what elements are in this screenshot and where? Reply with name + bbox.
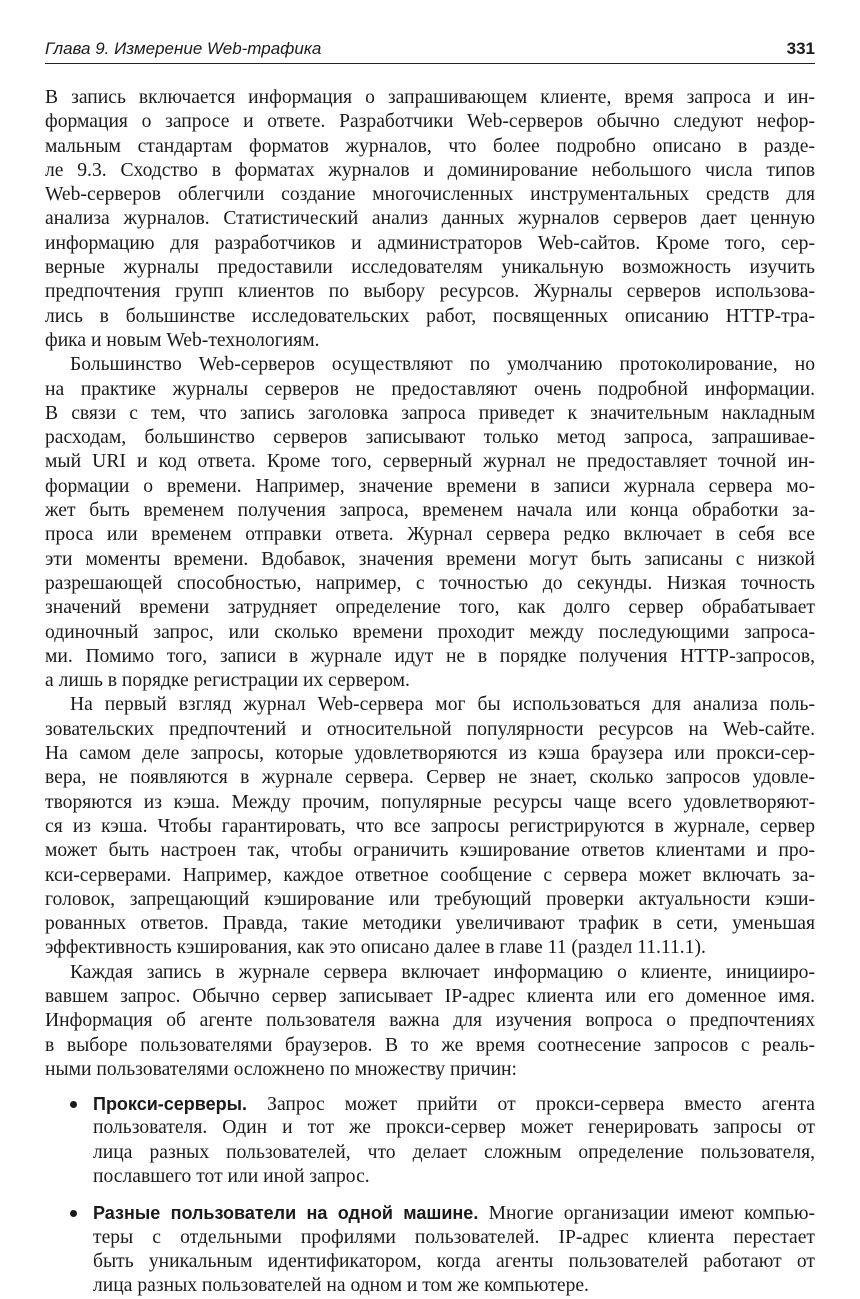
bullet-first-text: Многие организации имеют компью- [488,1203,815,1225]
text-line: фика и новым Web-технологиям. [45,329,320,351]
text-line: На самом деле запросы, которые удовлетворяются из кэша браузера или прокси-сер- [45,743,815,765]
text-line: Информация об агенте пользователя важна для изучения вопроса о предпочтениях [45,1010,815,1032]
text-line: мальным стандартам форматов журналов, что более подробно описано в разде- [45,135,815,157]
text-line: ными пользователями осложнено по множеству причин: [45,1058,517,1080]
text-line: Web-серверов облегчили создание многочисленных инструментальных средств для [45,184,815,206]
paragraph-4 [45,961,815,1082]
text-line: формация о запросе и ответе. Разработчики Web-серверов обычно следуют нефор- [45,111,815,133]
text-line: лись в большинстве исследовательских работ, посвященных описанию HTTP-тра- [45,305,815,327]
chapter-title: Глава 9. Измерение Web-трафика [45,39,322,58]
text-line: В связи с тем, что запись заголовка запроса приведет к значительным накладным [45,402,815,424]
bullet-item [45,1201,815,1298]
text-line: в выборе пользователями браузеров. В то же время соотнесение запросов с реаль- [45,1034,815,1056]
bullet-first-text: Запрос может прийти от прокси-сервера вместо агента [267,1094,815,1116]
text-line: значений времени затрудняет определение того, как долго сервер обрабатывает [45,597,815,619]
paragraph-1 [45,86,815,353]
text-line: теры с отдельными профилями пользователей. IP-адрес клиента перестает [93,1226,815,1248]
text-line: вера, не появляются в журнале сервера. Сервер не знает, сколько запросов удовле- [45,767,815,789]
text-line: верные журналы предоставили исследователям уникальную возможность изучить [45,257,815,279]
text-line: творяются из кэша. Между прочим, популярные ресурсы чаще всего удовлетворяют- [45,791,815,813]
text-line: разрешающей способностью, например, с точностью до секунды. Низкая точность [45,572,815,594]
text-line: предпочтения групп клиентов по выбору ресурсов. Журналы серверов использова- [45,281,815,303]
text-line: мый URI и код ответа. Кроме того, серверный журнал не предоставляет точной ин- [45,451,815,473]
text-line: эффективность кэширования, как это описано далее в главе 11 (раздел 11.11.1). [45,937,706,959]
text-line: проса или временем отправки ответа. Журнал сервера редко включает в себя все [45,524,815,546]
text-line: Каждая запись в журнале сервера включает информацию о клиенте, иницииро- [70,961,815,983]
text-line [45,1092,815,1116]
running-header [45,37,815,64]
text-line: может быть настроен так, чтобы ограничить кэширование ответов клиентами и про- [45,840,815,862]
text-line: эти моменты времени. Вдобавок, значения времени могут быть записаны с низкой [45,548,815,570]
text-line: на практике журналы серверов не предоставляют очень подробной информации. [45,378,815,400]
text-line: вавшем запрос. Обычно сервер записывает IP-адрес клиента или его доменное имя. [45,985,815,1007]
bullet-label: Разные пользователи на одной машине. [93,1203,479,1224]
text-line: ле 9.3. Сходство в форматах журналов и доминирование небольшого числа типов [45,159,815,181]
text-line: зовательских предпочтений и относительной популярности ресурсов на Web-сайте. [45,718,815,740]
text-line: а лишь в порядке регистрации их сервером. [45,670,410,692]
text-line: одиночный запрос, или сколько времени проходит между последующими запроса- [45,621,815,643]
text-line: лица разных пользователей на одном и том же компьютере. [93,1275,589,1297]
text-line: лица разных пользователей, что делает сложным определение пользователя, [93,1141,815,1163]
text-line: расходам, большинство серверов записывают только метод запроса, запрашивае- [45,427,815,449]
bullet-item [45,1092,815,1189]
page-body [45,86,815,1299]
text-line: пользователя. Один и тот же прокси-сервер может генерировать запросы от [93,1117,815,1139]
text-line: ся из кэша. Чтобы гарантировать, что все запросы регистрируются в журнале, сервер [45,815,815,837]
text-line: информацию для разработчиков и администраторов Web-сайтов. Кроме того, сер- [45,232,815,254]
text-line: быть уникальным идентификатором, когда агенты пользователей работают от [93,1250,815,1272]
text-line: формации о времени. Например, значение времени в записи журнала сервера мо- [45,475,815,497]
text-line: Большинство Web-серверов осуществляют по умолчанию протоколирование, но [70,354,815,376]
text-line: ми. Помимо того, записи в журнале идут не в порядке получения HTTP-запросов, [45,645,815,667]
bullet-label: Прокси-серверы. [93,1094,247,1115]
text-line: В запись включается информация о запрашивающем клиенте, время запроса и ин- [45,87,815,108]
text-line: На первый взгляд журнал Web-сервера мог бы использоваться для анализа поль- [70,694,815,716]
paragraph-2 [45,353,815,693]
paragraph-3 [45,693,815,960]
text-line: пославшего тот или иной запрос. [93,1166,370,1188]
bullet-list [45,1092,815,1298]
text-line [45,1201,815,1225]
text-line: кси-серверами. Например, каждое ответное сообщение с сервера может включать за- [45,864,815,886]
text-line: рованных ответов. Правда, такие методики увеличивают трафик в сети, уменьшая [45,913,815,935]
text-line: анализа журналов. Статистический анализ данных журналов серверов дает ценную [45,208,815,230]
page-number: 331 [786,39,815,58]
text-line: головок, запрещающий кэширование или требующий проверки актуальности кэши- [45,888,815,910]
text-line: жет быть временем получения запроса, временем начала или конца обработки за- [45,500,815,522]
